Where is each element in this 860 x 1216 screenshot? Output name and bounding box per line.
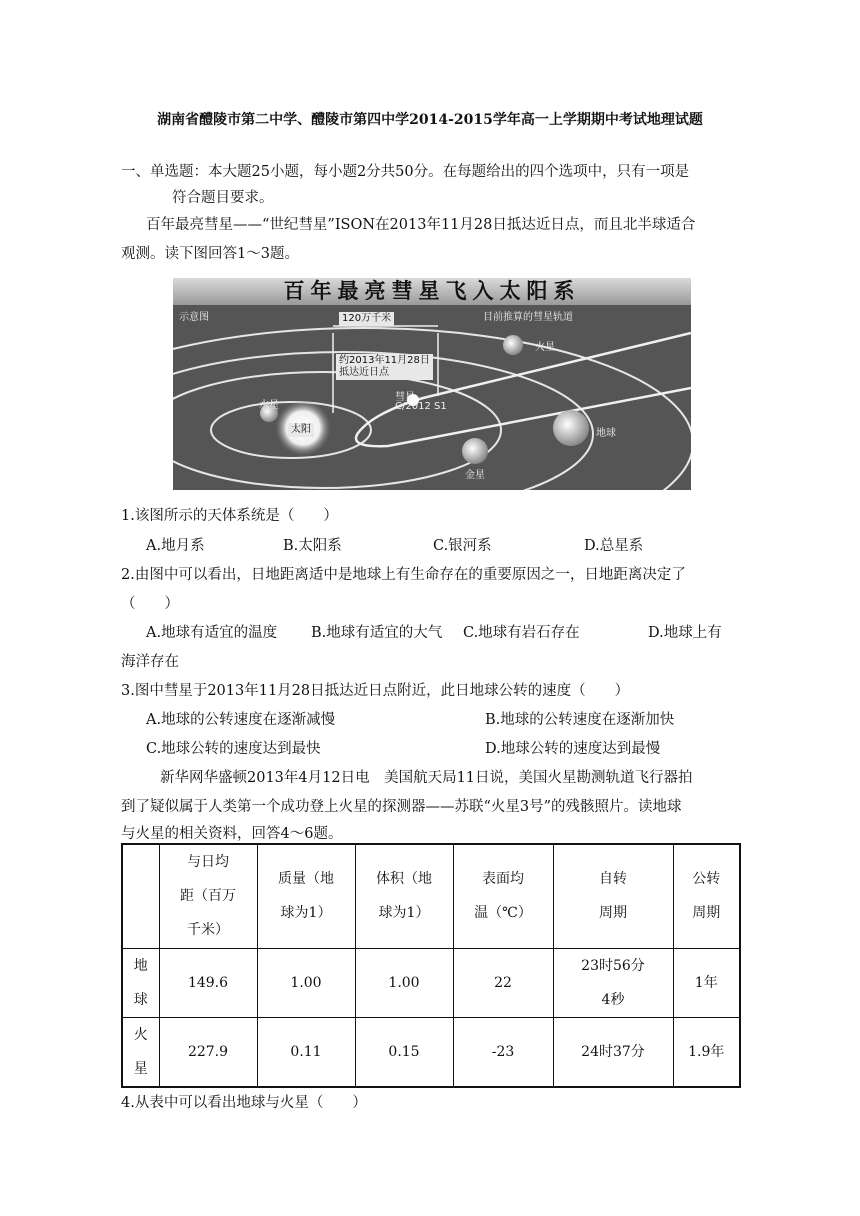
q3-stem: 3.图中彗星于2013年11月28日抵达近日点附近，此日地球公转的速度（ ） xyxy=(121,683,630,699)
q3-option-c: C.地球公转的速度达到最快 xyxy=(146,741,321,757)
section-heading-line2: 符合题目要求。 xyxy=(172,190,274,206)
table-header-temperature: 表面均 温（℃） xyxy=(453,844,553,948)
figure-schematic-label: 示意图 xyxy=(179,312,209,323)
intro1-line2: 观测。读下图回答1～3题。 xyxy=(121,246,299,262)
q3-option-a: A.地球的公转速度在逐渐减慢 xyxy=(146,712,336,728)
table-header-distance: 与日均 距（百万 千米） xyxy=(159,844,257,948)
earth-icon xyxy=(553,410,589,446)
intro1-line1: 百年最亮彗星——“世纪彗星”ISON在2013年11月28日抵达近日点，而且北半球适合 xyxy=(146,217,696,233)
mars-icon xyxy=(503,335,523,355)
figure-comet-label: 彗星 xyxy=(395,392,415,403)
q3-option-b: B.地球的公转速度在逐渐加快 xyxy=(485,712,675,728)
table-header-row xyxy=(122,844,740,948)
figure-banner: 百年最亮彗星飞入太阳系 xyxy=(173,278,691,305)
q2-stem-line1: 2.由图中可以看出，日地距离适中是地球上有生命存在的重要原因之一，日地距离决定了 xyxy=(121,567,686,583)
figure-date-note xyxy=(336,354,433,380)
table-header-volume: 体积（地 球为1） xyxy=(355,844,453,948)
table-cell: 1.9年 xyxy=(673,1017,740,1087)
q4-stem: 4.从表中可以看出地球与火星（ ） xyxy=(121,1095,367,1111)
q1-option-a: A.地月系 xyxy=(146,538,205,554)
figure-mars-label: 火星 xyxy=(535,342,555,353)
q2-option-a: A.地球有适宜的温度 xyxy=(146,625,278,641)
intro2-line1: 新华网华盛顿2013年4月12日电 美国航天局11日说，美国火星勘测轨道飞行器拍 xyxy=(160,770,693,786)
figure-mercury-label: 水星 xyxy=(259,400,279,411)
table-cell: -23 xyxy=(453,1017,553,1087)
planet-data-table xyxy=(121,843,741,1088)
orbit-diagram xyxy=(173,278,691,490)
q2-stem-line2: （ ） xyxy=(121,596,179,612)
q2-option-c: C.地球有岩石存在 xyxy=(463,625,580,641)
table-cell: 227.9 xyxy=(159,1017,257,1087)
table-cell: 149.6 xyxy=(159,948,257,1017)
table-cell: 1.00 xyxy=(355,948,453,1017)
table-cell: 1年 xyxy=(673,948,740,1017)
q2-option-b: B.地球有适宜的大气 xyxy=(311,625,443,641)
table-header-corner xyxy=(122,844,159,948)
table-header-mass: 质量（地 球为1） xyxy=(257,844,355,948)
intro2-line3: 与火星的相关资料，回答4～6题。 xyxy=(121,826,343,842)
figure-venus-label: 金星 xyxy=(465,470,485,481)
table-cell: 0.15 xyxy=(355,1017,453,1087)
table-cell: 0.11 xyxy=(257,1017,355,1087)
figure-date-note-line2: 抵达近日点 xyxy=(339,367,389,378)
table-header-rotation: 自转 周期 xyxy=(553,844,673,948)
table-row-earth xyxy=(122,948,740,1017)
q1-option-d: D.总星系 xyxy=(584,538,644,554)
figure-sun-label: 太阳 xyxy=(288,423,314,437)
q3-option-d: D.地球公转的速度达到最慢 xyxy=(485,741,661,757)
figure-earth-label: 地球 xyxy=(596,428,616,439)
table-cell: 23时56分 4秒 xyxy=(553,948,673,1017)
section-heading-line1: 一、单选题：本大题25小题，每小题2分共50分。在每题给出的四个选项中，只有一项是 xyxy=(121,164,690,180)
figure-orbit-note: 目前推算的彗星轨道 xyxy=(483,312,573,323)
table-header-revolution: 公转 周期 xyxy=(673,844,740,948)
table-cell: 1.00 xyxy=(257,948,355,1017)
table-row-name: 地 球 xyxy=(122,948,159,1017)
page-title: 湖南省醴陵市第二中学、醴陵市第四中学2014-2015学年高一上学期期中考试地理试题 xyxy=(157,112,703,128)
intro2-line2: 到了疑似属于人类第一个成功登上火星的探测器——苏联“火星3号”的残骸照片。读地球 xyxy=(121,799,682,815)
q1-option-c: C.银河系 xyxy=(433,538,492,554)
figure-distance-label: 120万千米 xyxy=(339,312,394,326)
table-cell: 24时37分 xyxy=(553,1017,673,1087)
figure-date-note-line1: 约2013年11月28日 xyxy=(339,355,430,366)
figure-comet-code: C/2012 S1 xyxy=(395,401,447,412)
solar-system-figure xyxy=(173,278,691,490)
table-cell: 22 xyxy=(453,948,553,1017)
q2-option-d-line1: D.地球上有 xyxy=(648,625,722,641)
q1-option-b: B.太阳系 xyxy=(283,538,342,554)
q1-stem: 1.该图所示的天体系统是（ ） xyxy=(121,508,338,524)
q2-option-d-line2: 海洋存在 xyxy=(121,654,179,670)
table-row-mars xyxy=(122,1017,740,1087)
venus-icon xyxy=(462,438,488,464)
table-row-name: 火 星 xyxy=(122,1017,159,1087)
